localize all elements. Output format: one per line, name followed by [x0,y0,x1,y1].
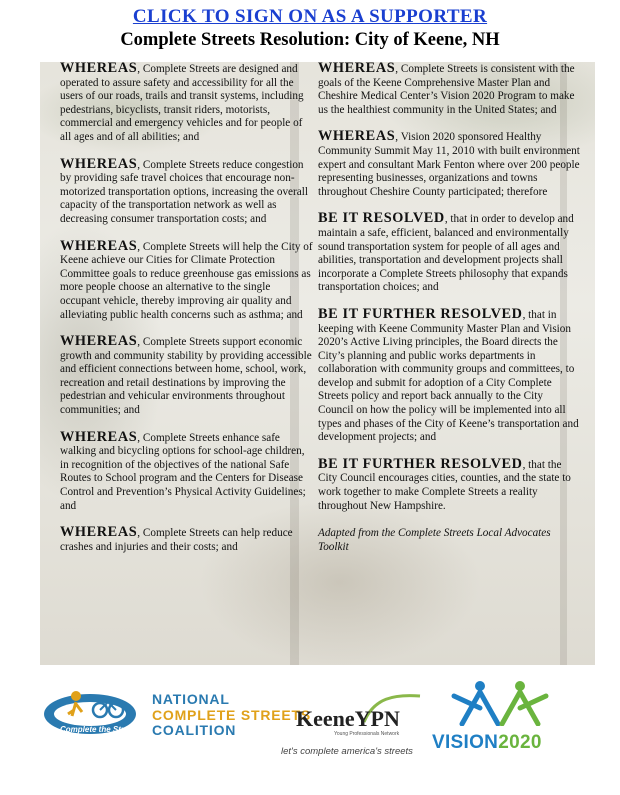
ncsc-logo-icon [40,680,140,740]
clause: WHEREAS, Complete Streets will help the City of Keene achieve our Cities for Climate Protection Committee goals to reduce greenhouse gas emissions as more people choose an alternative to the single occupant vehicle, thereby improving air quality and alleviating public health concerns such as asthma; and [60,237,313,321]
clause: WHEREAS, Complete Streets are designed and operated to assure safety and accessibility for all the users of our roads, trails and transit systems, including pedestrians, bicyclists, transit riders, motorists, commercial and emergency vehicles and for people of all ages and of all abilities; and [60,62,304,143]
keene-ypn-logo-icon [294,692,424,738]
clause: WHEREAS, Complete Streets enhance safe walking and bicycling options for school-age children, in recognition of the objectives of the national Safe Routes to School program and the Centers for Disease Control and Prevention’s Physical Activity Guidelines; and [60,428,306,512]
clause: WHEREAS, Complete Streets is consistent with the goals of the Keene Comprehensive Master Plan and Cheshire Medical Center’s Vision 2020 Program to make us the healthiest community in the United States; and [318,62,575,116]
clause: BE IT RESOLVED, that in order to develop and maintain a safe, efficient, balanced and environmentally sound transportation system for people of all ages and abilities, transportation and development projects shall incorporate a Complete Streets philosophy that expands transportation choices; and [318,210,574,294]
clause: WHEREAS, Complete Streets reduce congestion by providing safe travel choices that encourage non-motorized transportation options, increasing the overall capacity of the transportation network as well as decreasing consumer transportation costs; and [60,155,308,225]
right-column [318,62,580,554]
svg-text:Young Professionals Network: Young Professionals Network [334,731,400,737]
page-header [0,6,620,51]
clause: WHEREAS, Complete Streets can help reduce crashes and injuries and their costs; and [60,524,293,553]
vision2020-wordmark: VISION2020 [432,732,542,753]
source-credit: Adapted from the Complete Streets Local Advocates Toolkit [318,527,551,554]
logo-strip [0,670,620,790]
tagline: let's complete america's streets [281,746,413,757]
clause: BE IT FURTHER RESOLVED, that in keeping with Keene Community Master Plan and Vision 2020’s Active Living principles, the Board directs the City’s planning and public works departments in collaboration with community groups and committees, to develop and submit for adoption of a City Complete Streets policy and report back annually to the City Council on how the policy will be implemented into all types and phases of the City of Keene’s transportation and development projects; and [318,305,579,444]
resolution-title: Complete Streets Resolution: City of Keene, NH [120,30,500,50]
ncsc-badge-text: Complete the Streets [60,725,140,734]
sign-on-link[interactable]: CLICK TO SIGN ON AS A SUPPORTER [132,6,488,27]
background-street-photo [40,62,595,665]
clause: WHEREAS, Complete Streets support economic growth and community stability by providing accessible and efficient connections between home, school, work, recreation and retail destinations by improving the pedestrian and vehicular environments throughout communities; and [60,333,312,417]
clause: WHEREAS, Vision 2020 sponsored Healthy Community Summit May 11, 2010 with built environment expert and consultant Mark Fenton where over 200 people representing businesses, organizations and towns throughout Cheshire County participated; therefore [318,128,580,198]
vision2020-figures-icon [440,678,564,726]
ncsc-wordmark: NATIONAL COMPLETE STREETS COALITION [152,691,312,738]
clause: BE IT FURTHER RESOLVED, that the City Council encourages cities, counties, and the state to work together to make Complete Streets a reality throughout New Hampshire. [318,455,571,512]
left-column [60,62,313,567]
svg-text:KeeneYPN: KeeneYPN [296,706,400,731]
